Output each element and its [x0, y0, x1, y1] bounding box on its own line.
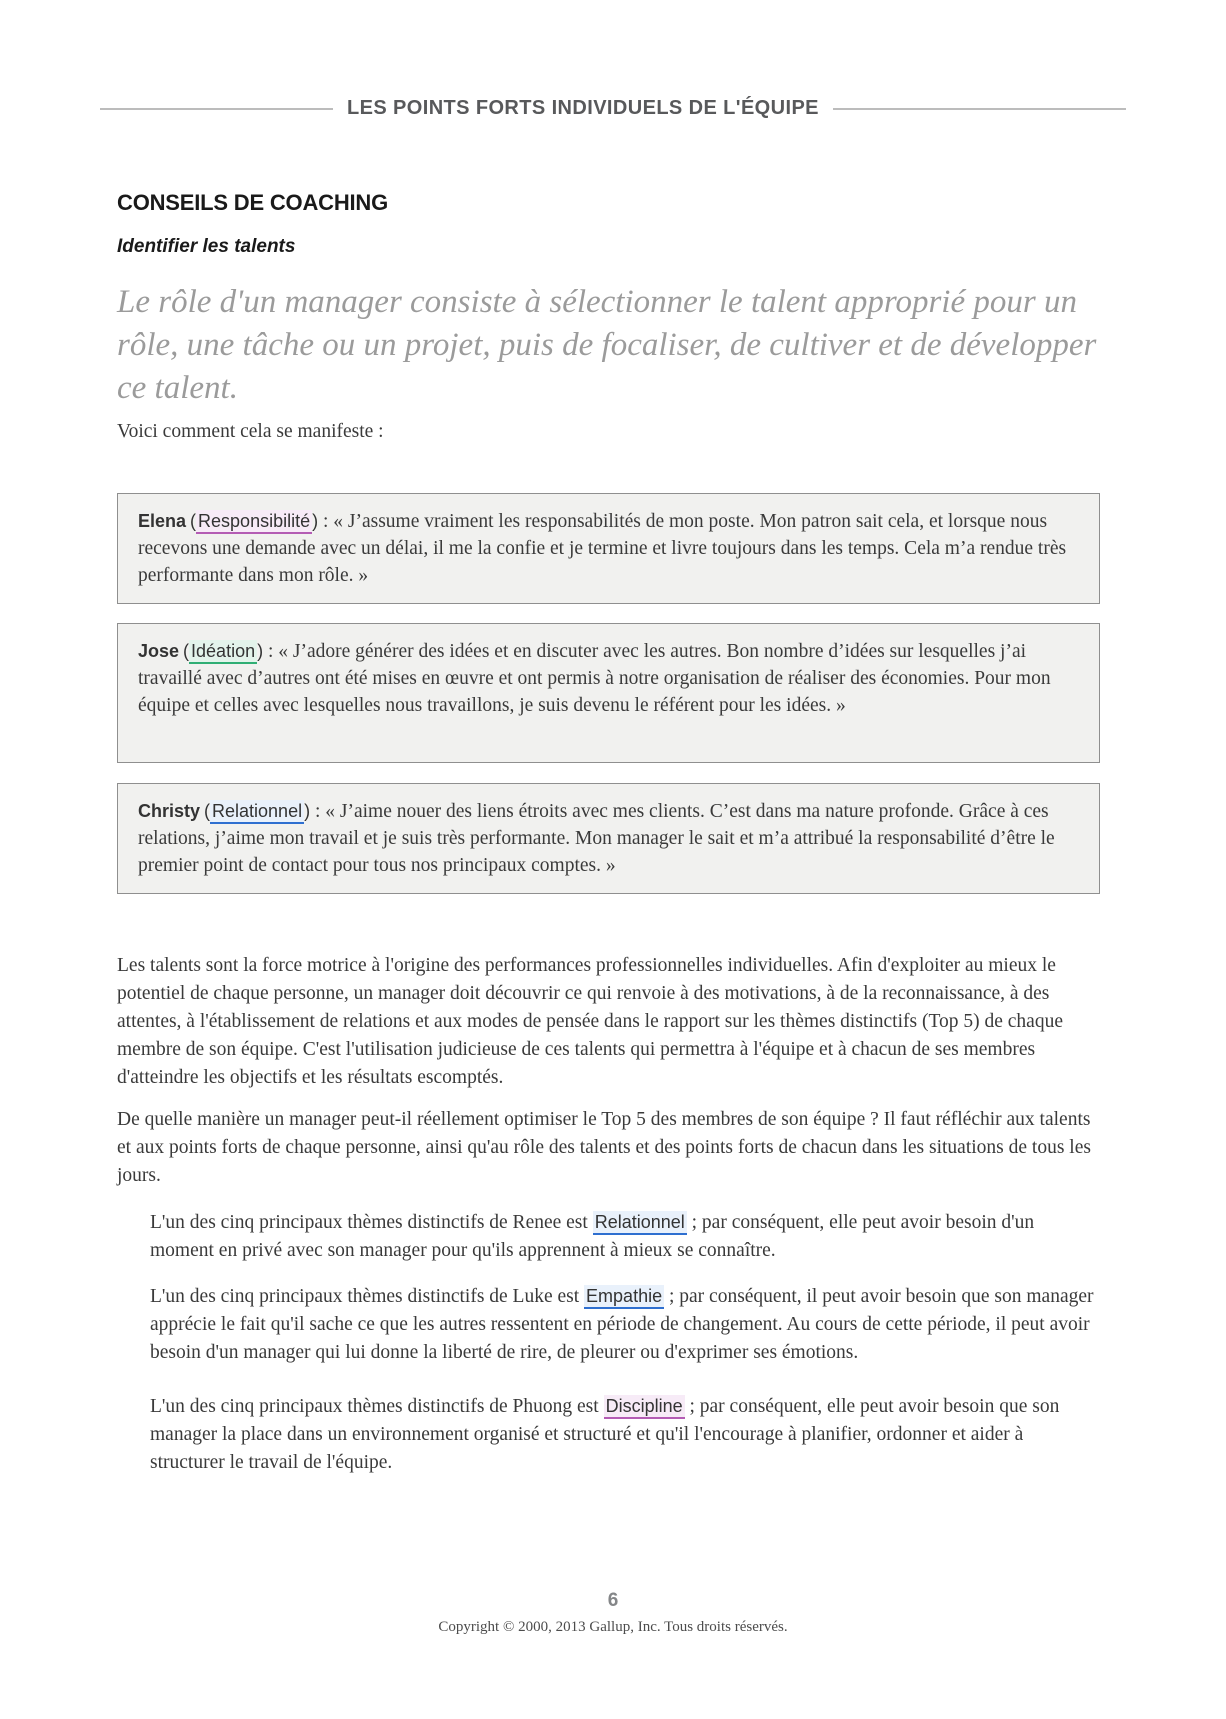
theme-example-item — [150, 1392, 1100, 1477]
page-header-title: LES POINTS FORTS INDIVIDUELS DE L'ÉQUIPE — [347, 97, 819, 119]
testimonial-name: Christy — [138, 801, 201, 821]
theme-link-responsibilite[interactable]: Responsibilité — [196, 510, 312, 534]
page-number: 6 — [607, 1590, 619, 1611]
copyright-line: Copyright © 2000, 2013 Gallup, Inc. Tous droits réservés. — [438, 1619, 788, 1635]
open-paren: ( — [183, 641, 190, 661]
theme-link-relationnel[interactable]: Relationnel — [210, 800, 304, 824]
bullet-text-before: L'un des cinq principaux thèmes distinctifs de Luke est — [150, 1285, 585, 1307]
theme-example-item — [150, 1208, 1100, 1265]
theme-link-discipline[interactable]: Discipline — [604, 1395, 685, 1419]
theme-link-empathie[interactable]: Empathie — [584, 1285, 664, 1309]
testimonial-name: Jose — [138, 641, 180, 661]
testimonial-name: Elena — [138, 511, 187, 531]
bullet-text-after: ; par conséquent, elle peut avoir besoin que son manager la place dans un environnement organisé et structuré et qu'il l'encourage à planifier, ordonner et aider à structurer le travail de l'équipe. — [150, 1395, 1060, 1473]
close-paren: ) — [257, 641, 264, 661]
testimonial-box — [117, 623, 1100, 763]
intro-line: Voici comment cela se manifeste : — [117, 420, 384, 442]
testimonial-box — [117, 783, 1100, 894]
theme-example-item — [150, 1282, 1100, 1367]
section-title: CONSEILS DE COACHING — [117, 190, 389, 216]
bullet-text-after: ; par conséquent, il peut avoir besoin que son manager apprécie le fait qu'il sache ce que les autres ressentent en période de changement. Au cours de cette période, il peut avoir besoin d'un manager qui lui donne la liberté de rire, de pleurer ou d'exprimer ses émotions. — [150, 1285, 1094, 1363]
close-paren: ) — [304, 801, 311, 821]
bullet-text-after: ; par conséquent, elle peut avoir besoin d'un moment en privé avec son manager pour qu'ils apprennent à mieux se connaître. — [150, 1211, 1035, 1261]
header-rule-right — [833, 108, 1126, 110]
open-paren: ( — [204, 801, 211, 821]
testimonial-box — [117, 493, 1100, 604]
testimonial-quote: : « J’adore générer des idées et en discuter avec les autres. Bon nombre d’idées sur lesquelles j’ai travaillé avec d’autres ont été mises en œuvre et ont permis à notre organisation de réaliser des économies. Pour mon équipe et celles avec lesquelles nous travaillons, je suis devenu le référent pour les idées. » — [138, 641, 1051, 716]
theme-link-ideation[interactable]: Idéation — [189, 640, 257, 664]
page-header — [100, 97, 1126, 120]
close-paren: ) — [312, 511, 319, 531]
testimonial-quote: : « J’aime nouer des liens étroits avec mes clients. C’est dans ma nature profonde. Grâce à ces relations, j’aime mon travail et je suis très performante. Mon manager le sait et m’a attribué la responsabilité d’être le premier point de contact pour tous nos principaux comptes. » — [138, 801, 1055, 876]
bullet-text-before: L'un des cinq principaux thèmes distinctifs de Renee est — [150, 1211, 593, 1233]
header-rule-left — [100, 108, 333, 110]
body-paragraph: Les talents sont la force motrice à l'origine des performances professionnelles individuelles. Afin d'exploiter au mieux le potentiel de chaque personne, un manager doit découvrir ce qui renvoie à des motivations, à de la reconnaissance, à des attentes, à l'établissement de relations et aux modes de pensée dans le rapport sur les thèmes distinctifs (Top 5) de chaque membre de son équipe. C'est l'utilisation judicieuse de ces talents qui permettra à l'équipe et à chacun de ses membres d'atteindre les objectifs et les résultats escomptés. — [117, 954, 1063, 1088]
subsection-title: Identifier les talents — [117, 236, 296, 257]
bullet-text-before: L'un des cinq principaux thèmes distinctifs de Phuong est — [150, 1395, 604, 1417]
body-paragraph: De quelle manière un manager peut-il réellement optimiser le Top 5 des membres de son équipe ? Il faut réfléchir aux talents et aux points forts de chaque personne, ainsi qu'au rôle des talents et des points forts de chacun dans les situations de tous les jours. — [117, 1108, 1091, 1186]
open-paren: ( — [190, 511, 197, 531]
theme-link-relationnel[interactable]: Relationnel — [593, 1211, 687, 1235]
pull-quote: Le rôle d'un manager consiste à sélectionner le talent approprié pour un rôle, une tâche ou un projet, puis de focaliser, de cultiver et de développer ce talent. — [117, 284, 1097, 406]
testimonial-quote: : « J’assume vraiment les responsabilités de mon poste. Mon patron sait cela, et lorsque nous recevons une demande avec un délai, il me la confie et je termine et livre toujours dans les temps. Cela m’a rendue très performante dans mon rôle. » — [138, 511, 1067, 586]
